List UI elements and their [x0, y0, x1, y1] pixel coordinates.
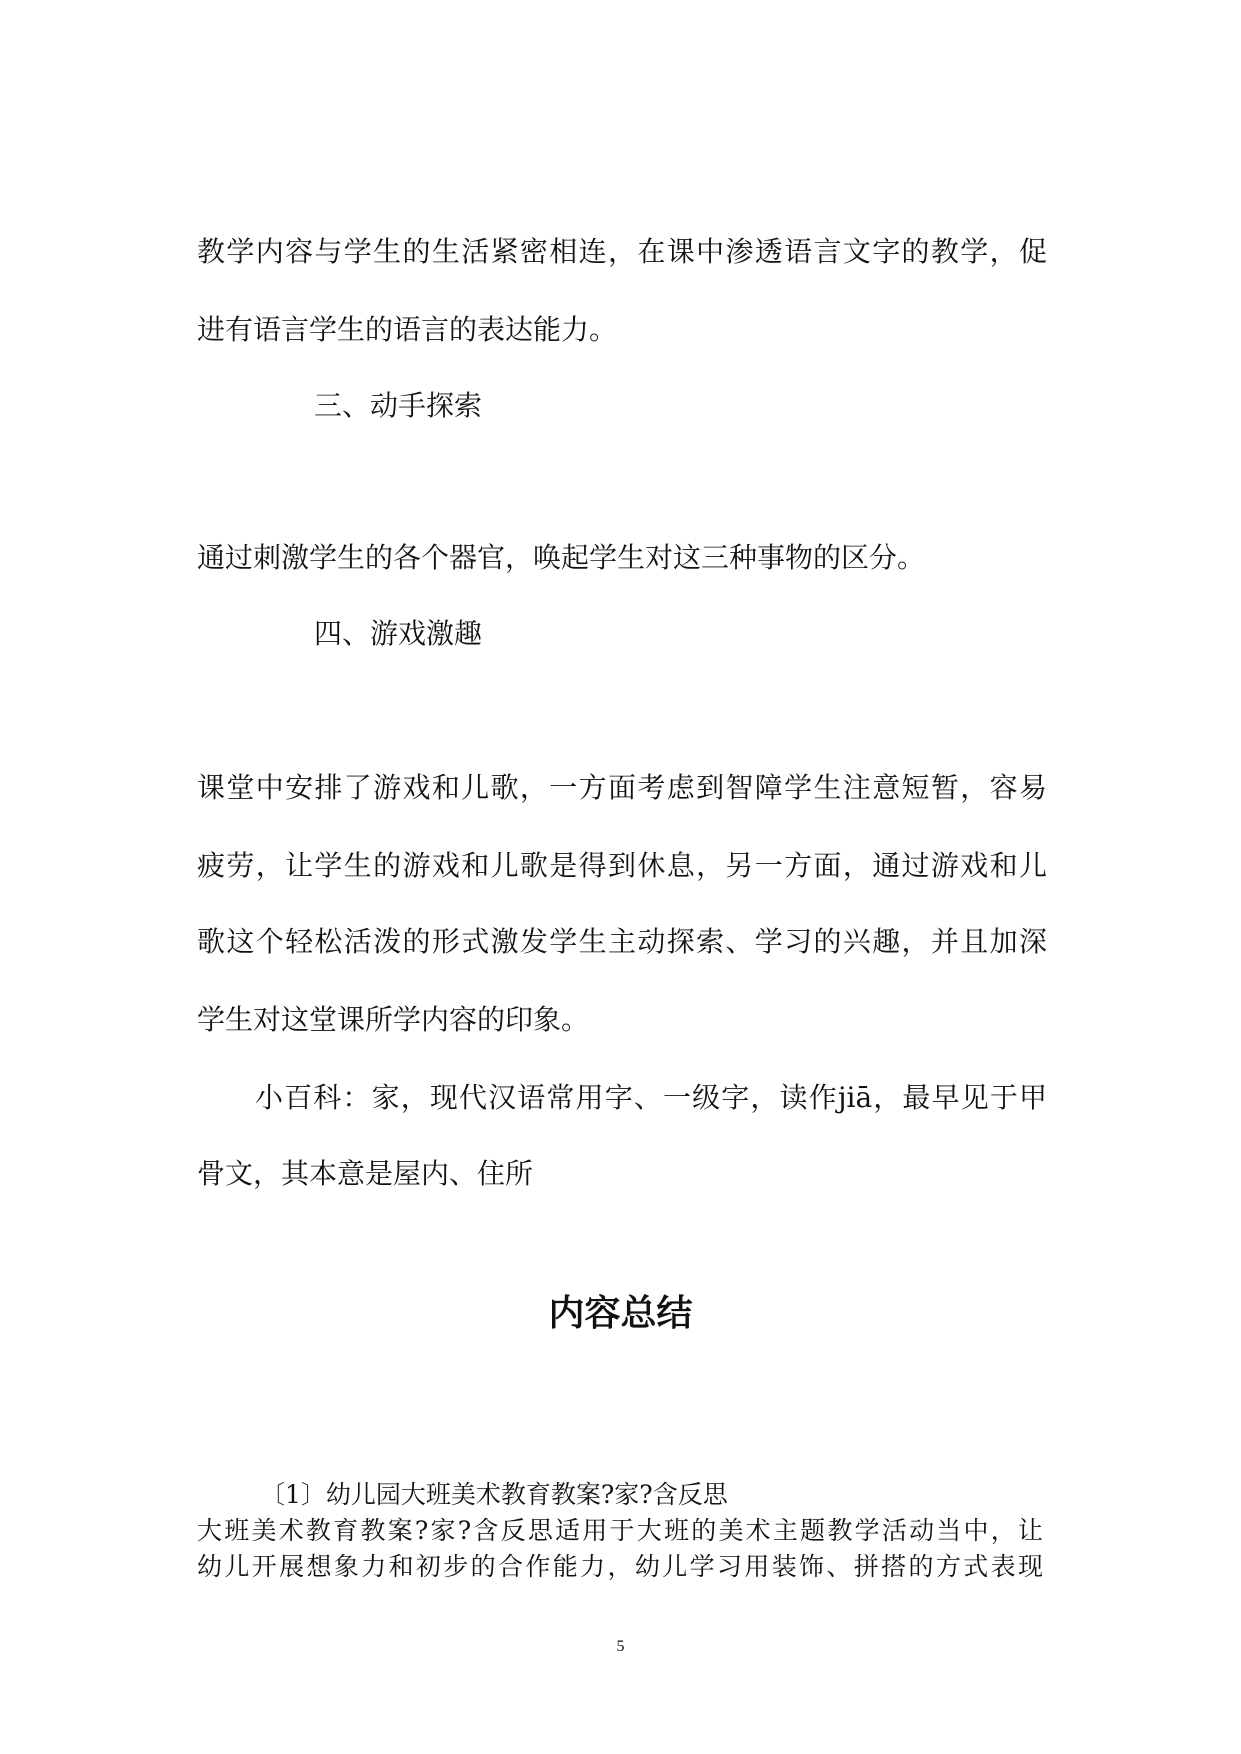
- encyclopedia-note-line: 小百科：家，现代汉语常用字、一级字，读作jiā，最早见于甲: [255, 1081, 1047, 1114]
- summary-item-line: 大班美术教育教案?家?含反思适用于大班的美术主题教学活动当中，让: [197, 1516, 1043, 1545]
- paragraph-line: 课堂中安排了游戏和儿歌，一方面考虑到智障学生注意短暂，容易: [197, 771, 1047, 804]
- encyclopedia-note-line: 骨文，其本意是屋内、住所: [197, 1157, 534, 1190]
- paragraph-line: 通过刺激学生的各个器官，唤起学生对这三种事物的区分。: [197, 541, 926, 574]
- paragraph-line: 教学内容与学生的生活紧密相连，在课中渗透语言文字的教学，促: [197, 235, 1047, 268]
- page-number: 5: [616, 1638, 625, 1655]
- summary-item-line: 幼儿开展想象力和初步的合作能力，幼儿学习用装饰、拼搭的方式表现: [197, 1552, 1043, 1581]
- paragraph-line: 学生对这堂课所学内容的印象。: [197, 1003, 590, 1036]
- paragraph-line: 疲劳，让学生的游戏和儿歌是得到休息，另一方面，通过游戏和儿: [197, 849, 1047, 882]
- paragraph-line: 进有语言学生的语言的表达能力。: [197, 313, 618, 346]
- section-heading-3: 三、动手探索: [314, 389, 483, 422]
- paragraph-line: 歌这个轻松活泼的形式激发学生主动探索、学习的兴趣，并且加深: [197, 925, 1047, 958]
- section-heading-4: 四、游戏激趣: [314, 617, 483, 650]
- summary-item-title: 〔1〕幼儿园大班美术教育教案?家?含反思: [260, 1480, 728, 1509]
- summary-title: 内容总结: [548, 1293, 693, 1334]
